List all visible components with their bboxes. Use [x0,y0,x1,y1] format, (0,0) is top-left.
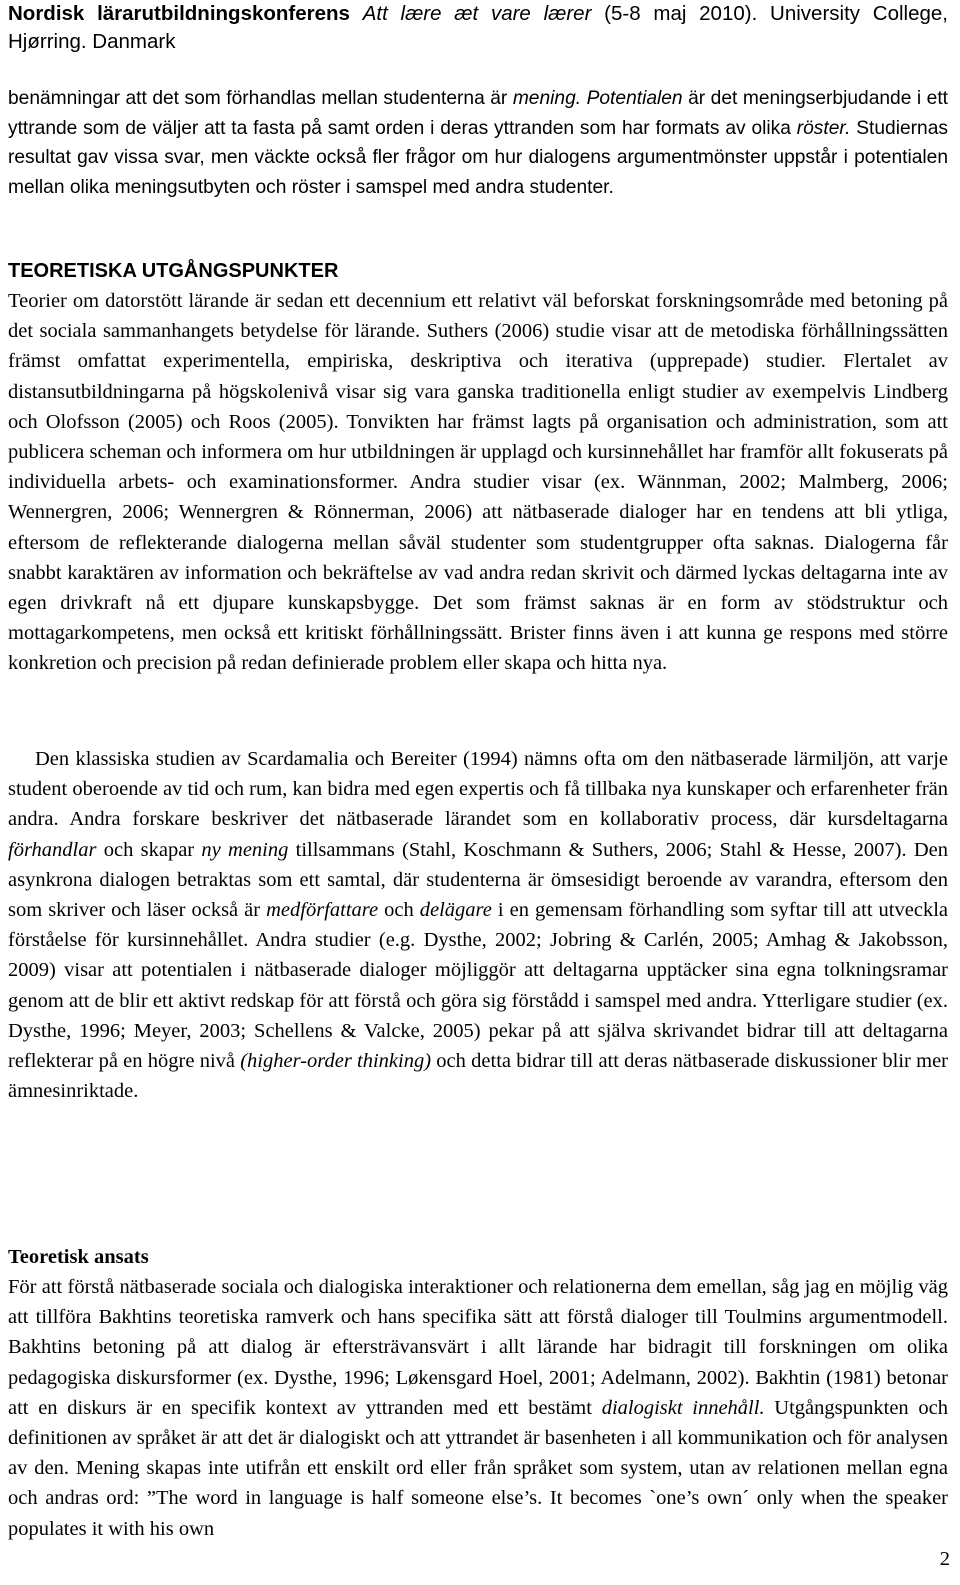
text-segment: Utgångspunkten och definitionen av språket är att det är dialogiskt och att yttrandet är basenheten i all kommunikation och för analysen av den. Mening skapas inte utifrån ett enskilt ord eller från språket som system, utan av relationen mellan egna och andras ord: ”The word in language is half someone else’s. It becomes `one’s own´ only when the speaker populates it with his own [8,1396,948,1540]
conference-details: (5-8 maj 2010). University College, Hjørring. Danmark [8,2,948,53]
emphasis-text: dialogiskt innehåll. [601,1396,765,1419]
text-segment: Studiernas resultat gav vissa svar, men väckte också fler frågor om hur dialogens argumentmönster uppstår i potentialen mellan olika meningsutbyten och röster i samspel med andra studenter. [8,117,948,198]
conference-name: Nordisk lärarutbildningskonferens [8,2,350,25]
emphasis-text: medförfattare [266,899,379,922]
paragraph-theory: Teorier om datorstött lärande är sedan ett decennium ett relativt väl beforskat forskningsområde med betoning på det sociala sammanhangets betydelse för lärande. Suthers (2006) studie visar att de metodiska förhållningssätten främst omfattat experimentella, empiriska, deskriptiva och iterativa (upprepade) studier. Flertalet av distansutbildningarna på högskolenivå visar sig vara ganska traditionella enligt studier av exempelvis Lindberg och Olofsson (2005) och Roos (2005). Tonvikten har främst lagts på organisation och administration, som att publicera scheman och informera om hur utbildningen är upplagd och kursinnehållet har framför allt fokuserats på individuella arbets- och examinationsformer. Andra studier visar (ex. Wännman, 2002; Malmberg, 2006; Wennergren, 2006; Wennergren & Rönnerman, 2006) att nätbaserade dialoger har en tendens att bli ytliga, eftersom de reflekterande dialogerna mellan såväl studenter som studentgrupper ofta saknas. Dialogerna får snabbt karaktären av information och bekräftelse av vad andra redan skrivit och därmed lyckas deltagarna inte av egen drivkraft nå ett djupare kunskapsbygge. Det som främst saknas är en form av stödstruktur och mottagarkompetens, men också ett kritiskt förhållningssätt. Brister finns även i att kunna ge respons med större konkretion och precision på redan definierade problem eller skapa och hitta nya. [8,290,948,675]
text-segment: benämningar att det som förhandlas mellan studenterna är [8,88,513,109]
text-segment: och detta bidrar till att deras nätbaserade diskussioner blir mer ämnesinriktade. [8,1050,948,1103]
emphasis-text: mening. Potentialen [512,88,683,109]
emphasis-text: ny mening [201,838,289,861]
emphasis-text: förhandlar [8,838,97,861]
paragraph-approach [8,1272,948,1544]
page-header [8,0,948,56]
text-segment: För att förstå nätbaserade sociala och dialogiska interaktioner och relationerna dem emellan, såg jag en möjlig väg att tillföra Bakhtins teoretiska ramverk och hans specifika sätt att förstå dialoger till Toulmins argumentmodell. Bakhtins betoning på att dialog är eftersträvansvärt i allt lärande har bidragit till forskningen om olika pedagogiska diskursformer (ex. Dysthe, 1996; Løkensgard Hoel, 2001; Adelmann, 2002). Bakhtin (1981) betonar att en diskurs är en specifik kontext av yttranden med ett bestämt [8,1276,948,1419]
emphasis-text: delägare [419,899,492,922]
section-heading-theoretical-approach: Teoretisk ansats [8,1246,149,1268]
emphasis-text: (higher-order thinking) [240,1050,432,1073]
text-segment: och [378,899,420,922]
emphasis-text: röster. [796,117,851,139]
conference-theme: Att lære æt vare lærer [362,2,592,25]
text-segment: tillsammans (Stahl, Koschmann & Suthers, 2006; Stahl & Hesse, 2007). Den asynkrona dialogen betraktas som ett samtal, där studenterna är ömsesidigt beroende av varandra, eftersom den som skriver och läser också är [8,838,948,922]
paragraph-intro [8,84,948,202]
section-heading-theoretical-points: TEORETISKA UTGÅNGSPUNKTER [8,260,339,282]
paragraph-classic-study [8,744,948,1106]
text-segment: är det meningserbjudande i ett yttrande som de väljer att ta fasta på samt orden i deras yttranden som har formats av olika [8,88,948,139]
text-segment: och skapar [96,838,202,861]
text-segment: i en gemensam förhandling som syftar till att utveckla förståelse för kursinnehållet. Andra studier (e.g. Dysthe, 2002; Jobring & Carlén, 2005; Amhag & Jakobsson, 2009) visar att potentialen i nätbaserade dialoger möjliggör att deltagarna upptäcker sina egna tolkningsramar genom att de blir ett aktivt redskap för att förstå och göra sig förstådd i samspel med andra. Ytterligare studier (ex. Dysthe, 1996; Meyer, 2003; Schellens & Valcke, 2005) pekar på att själva skrivandet bidrar till att deltagarna reflekterar på en högre nivå [8,899,948,1073]
text-segment: Den klassiska studien av Scardamalia och Bereiter (1994) nämns ofta om den nätbaserade lärmiljön, att varje student oberoende av tid och rum, kan bidra med egen expertis och få tillbaka nya kunskaper och erfarenheter frän andra. Andra forskare beskriver det nätbaserade lärandet som en kollaborativ process, där kursdeltagarna [8,748,948,831]
page-number: 2 [939,1548,950,1570]
